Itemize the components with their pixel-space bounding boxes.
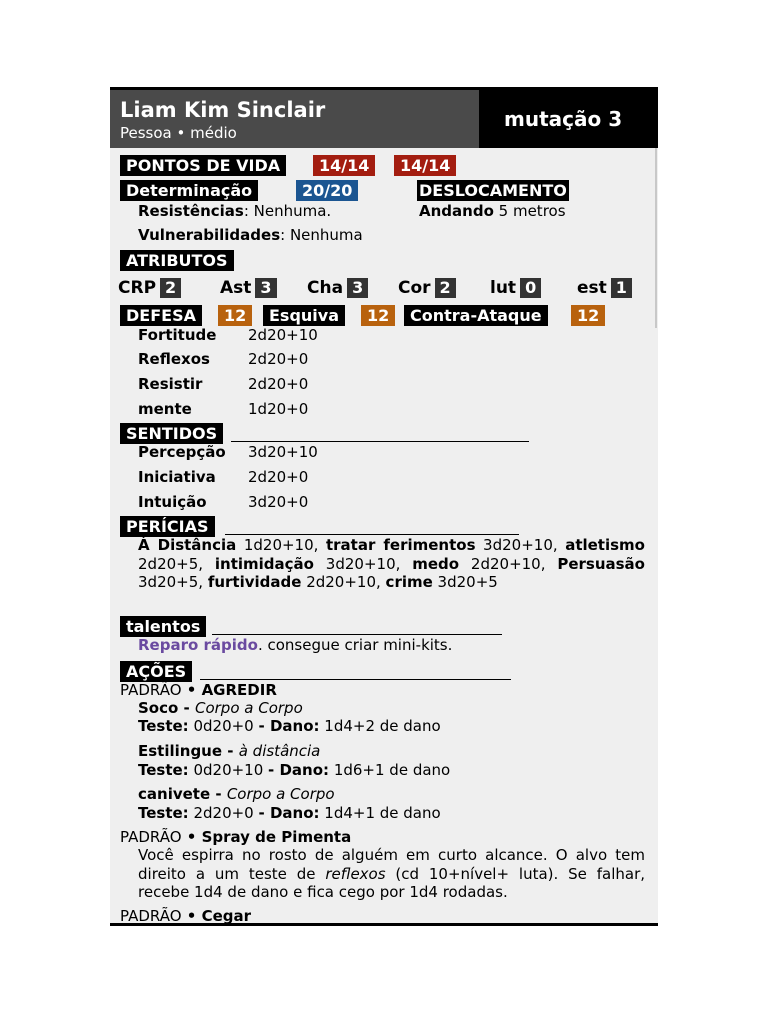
vulnerabilities: Vulnerabilidades: Nenhuma <box>138 226 363 244</box>
header-mutation-panel <box>479 90 658 148</box>
attribute-cha: Cha 3 <box>307 278 368 298</box>
save-name: Resistir <box>138 375 203 393</box>
hit-points-value: 14/14 <box>313 155 375 176</box>
determination-label: Determinação <box>120 180 258 201</box>
sense-name: Percepção <box>138 443 226 461</box>
save-value: 2d20+10 <box>248 326 318 344</box>
action-agredir: PADRÃO • AGREDIR <box>120 681 277 699</box>
resistances: Resistências: Nenhuma. <box>138 202 332 220</box>
dodge-label: Esquiva <box>263 305 345 326</box>
action-cegar: PADRÃO • Cegar <box>120 907 252 925</box>
counter-attack-label: Contra-Ataque <box>404 305 548 326</box>
character-subtitle: Pessoa • médio <box>120 124 237 142</box>
spray-description: Você espirra no rosto de alguém em curto alcance. O alvo tem direito a um teste de reflexos (cd 10+nível+ luta). Se falhar, recebe 1d4 de dano e fica cego por 1d4 rodadas. <box>138 846 645 901</box>
defense-label: DEFESA <box>120 305 202 326</box>
skills-rule <box>225 534 519 535</box>
save-value: 1d20+0 <box>248 400 309 418</box>
action-spray: PADRÃO • Spray de Pimenta <box>120 828 352 846</box>
defense-value: 12 <box>218 305 252 326</box>
sense-value: 3d20+0 <box>248 493 309 511</box>
save-name: Reflexos <box>138 350 210 368</box>
attribute-cor: Cor 2 <box>398 278 456 298</box>
senses-label: SENTIDOS <box>120 423 223 444</box>
determination-value: 20/20 <box>296 180 358 201</box>
skills-label: PERÍCIAS <box>120 516 215 537</box>
sense-value: 2d20+0 <box>248 468 309 486</box>
save-value: 2d20+0 <box>248 350 309 368</box>
mutation-level: mutação 3 <box>504 107 623 131</box>
sense-name: Intuição <box>138 493 207 511</box>
attributes-label: ATRIBUTOS <box>120 250 234 271</box>
hit-points-label: PONTOS DE VIDA <box>120 155 286 176</box>
stat-card <box>110 87 658 926</box>
attribute-crp: CRP 2 <box>118 278 181 298</box>
hit-points-value-2: 14/14 <box>394 155 456 176</box>
sense-name: Iniciativa <box>138 468 216 486</box>
save-name: mente <box>138 400 192 418</box>
actions-rule <box>200 679 511 680</box>
attack-estilingue: Estilingue - à distância <box>138 742 321 760</box>
attribute-est: est 1 <box>577 278 632 298</box>
actions-label: AÇÕES <box>120 661 192 682</box>
talents-rule <box>212 634 502 635</box>
counter-attack-value: 12 <box>571 305 605 326</box>
senses-rule <box>231 441 529 442</box>
save-value: 2d20+0 <box>248 375 309 393</box>
movement-walking: Andando 5 metros <box>419 202 566 220</box>
header-name-panel <box>110 90 479 148</box>
attribute-lut: lut 0 <box>490 278 541 298</box>
attack-canivete-roll: Teste: 2d20+0 - Dano: 1d4+1 de dano <box>138 804 441 822</box>
talents-label: talentos <box>120 616 206 637</box>
character-name: Liam Kim Sinclair <box>120 98 326 122</box>
sense-value: 3d20+10 <box>248 443 318 461</box>
talent-entry: Reparo rápido. consegue criar mini-kits. <box>138 636 453 654</box>
attribute-ast: Ast 3 <box>220 278 277 298</box>
dodge-value: 12 <box>361 305 395 326</box>
attack-estilingue-roll: Teste: 0d20+10 - Dano: 1d6+1 de dano <box>138 761 451 779</box>
card-edge-divider <box>655 148 657 328</box>
attack-canivete: canivete - Corpo a Corpo <box>138 785 335 803</box>
attack-soco-roll: Teste: 0d20+0 - Dano: 1d4+2 de dano <box>138 717 441 735</box>
save-name: Fortitude <box>138 326 217 344</box>
attack-soco: Soco - Corpo a Corpo <box>138 699 303 717</box>
movement-label: DESLOCAMENTO <box>419 181 567 200</box>
skills-list: À Distância 1d20+10, tratar ferimentos 3d20+10, atletismo 2d20+5, intimidação 3d20+10, medo 2d20+10, Persuasão 3d20+5, furtividade 2d20+10, crime 3d20+5 <box>138 536 645 591</box>
